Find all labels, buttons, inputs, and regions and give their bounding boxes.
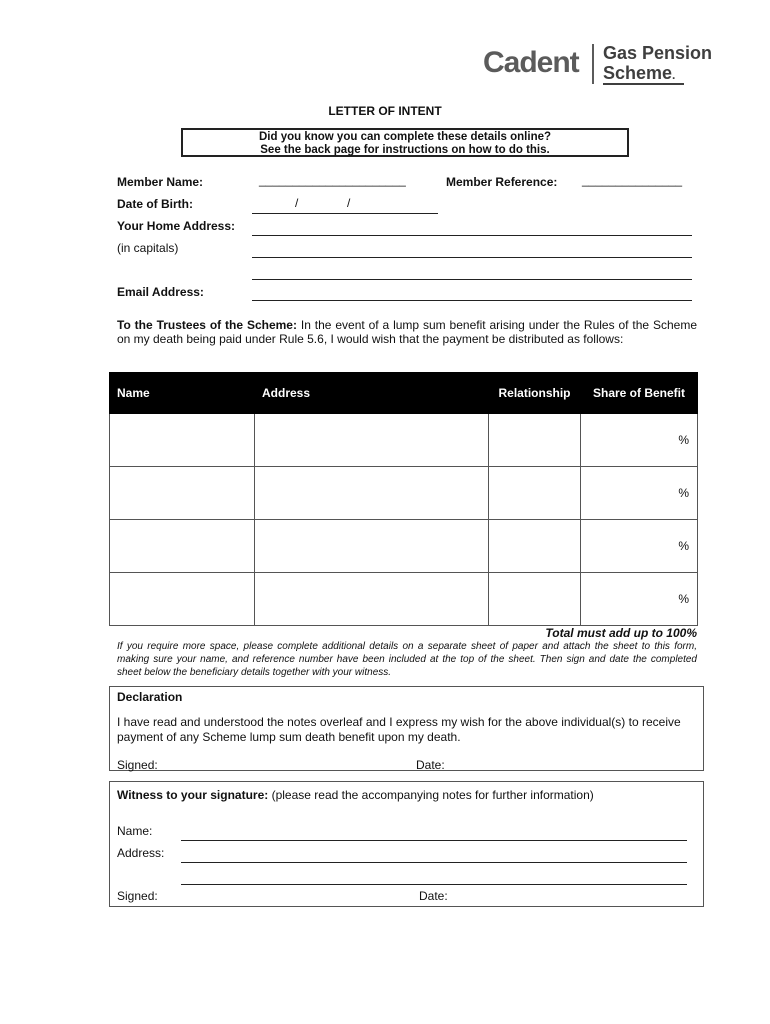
member-name-label: Member Name:: [117, 175, 204, 189]
beneficiary-relationship-cell[interactable]: [489, 573, 581, 626]
member-reference-label: Member Reference:: [446, 175, 558, 189]
beneficiary-name-cell[interactable]: [110, 467, 255, 520]
home-address-line-1[interactable]: [252, 235, 692, 236]
email-label: Email Address:: [117, 285, 204, 299]
beneficiary-name-cell[interactable]: [110, 414, 255, 467]
page-title: LETTER OF INTENT: [328, 104, 442, 118]
beneficiary-address-cell[interactable]: [255, 467, 489, 520]
cadent-logo: Cadent: [483, 46, 579, 79]
member-name-field[interactable]: ______________________: [259, 173, 406, 187]
beneficiary-address-cell[interactable]: [255, 573, 489, 626]
home-address-label: Your Home Address:: [117, 219, 236, 233]
logo-underline: [603, 83, 684, 85]
dob-label: Date of Birth:: [117, 197, 193, 211]
dob-separator: /: [347, 196, 351, 210]
beneficiary-address-cell[interactable]: [255, 414, 489, 467]
declaration-signed-label: Signed:: [117, 758, 158, 772]
total-note: Total must add up to 100%: [545, 626, 697, 640]
witness-date-label: Date:: [419, 889, 448, 903]
beneficiary-name-cell[interactable]: [110, 573, 255, 626]
trustees-paragraph: [117, 318, 697, 346]
column-header-relationship: Relationship: [489, 373, 581, 414]
trustees-text: In the event of a lump sum benefit arising under the Rules of the Scheme on my death being paid under Rule 5.6, I would wish that the payment be distributed as follows:: [117, 318, 697, 346]
table-row: [110, 520, 698, 573]
witness-name-label: Name:: [117, 824, 153, 838]
notice-line-1: Did you know you can complete these details online?: [258, 131, 552, 143]
witness-box: [109, 781, 704, 907]
witness-name-field[interactable]: [181, 840, 687, 841]
witness-signed-label: Signed:: [117, 889, 158, 903]
beneficiary-table: [109, 372, 697, 626]
notice-line-2: See the back page for instructions on how to do this.: [260, 144, 550, 156]
email-field[interactable]: [252, 300, 692, 301]
beneficiary-share-cell[interactable]: %: [581, 414, 698, 467]
logo-line2: Scheme.: [603, 63, 676, 83]
logo-divider: [592, 44, 594, 84]
online-notice-box: [181, 128, 629, 157]
beneficiary-share-cell[interactable]: %: [581, 520, 698, 573]
witness-heading: Witness to your signature: (please read the accompanying notes for further information): [117, 788, 594, 802]
home-address-line-3[interactable]: [252, 279, 692, 280]
witness-address-label: Address:: [117, 846, 165, 860]
witness-address-line-1[interactable]: [181, 862, 687, 863]
extra-space-note: If you require more space, please complete additional details on a separate sheet of paper and attach the sheet to this form, making sure your name, and reference number have been included at the top of the sheet. Then sign and date the completed sheet below the beneficiary details together with your witness.: [117, 641, 697, 678]
member-reference-field[interactable]: _______________: [582, 173, 683, 187]
declaration-text: I have read and understood the notes overleaf and I express my wish for the above individual(s) to receive payment of any Scheme lump sum death benefit upon my death.: [117, 715, 681, 744]
column-header-address: Address: [255, 373, 489, 414]
beneficiary-share-cell[interactable]: %: [581, 573, 698, 626]
logo-line1: Gas Pension: [603, 43, 713, 63]
beneficiary-relationship-cell[interactable]: [489, 414, 581, 467]
column-header-share: Share of Benefit: [581, 373, 698, 414]
beneficiary-address-cell[interactable]: [255, 520, 489, 573]
witness-address-line-2[interactable]: [181, 884, 687, 885]
table-row: [110, 414, 698, 467]
beneficiary-relationship-cell[interactable]: [489, 520, 581, 573]
beneficiary-share-cell[interactable]: %: [581, 467, 698, 520]
table-row: [110, 467, 698, 520]
column-header-name: Name: [110, 373, 255, 414]
home-address-line-2[interactable]: [252, 257, 692, 258]
declaration-date-label: Date:: [416, 758, 445, 772]
trustees-heading: To the Trustees of the Scheme:: [117, 318, 297, 332]
dob-separator: /: [295, 196, 299, 210]
table-row: [110, 573, 698, 626]
declaration-heading: Declaration: [117, 690, 183, 704]
beneficiary-relationship-cell[interactable]: [489, 467, 581, 520]
beneficiary-name-cell[interactable]: [110, 520, 255, 573]
home-address-hint: (in capitals): [117, 241, 179, 255]
dob-field[interactable]: [252, 213, 438, 214]
declaration-box: [109, 686, 704, 771]
